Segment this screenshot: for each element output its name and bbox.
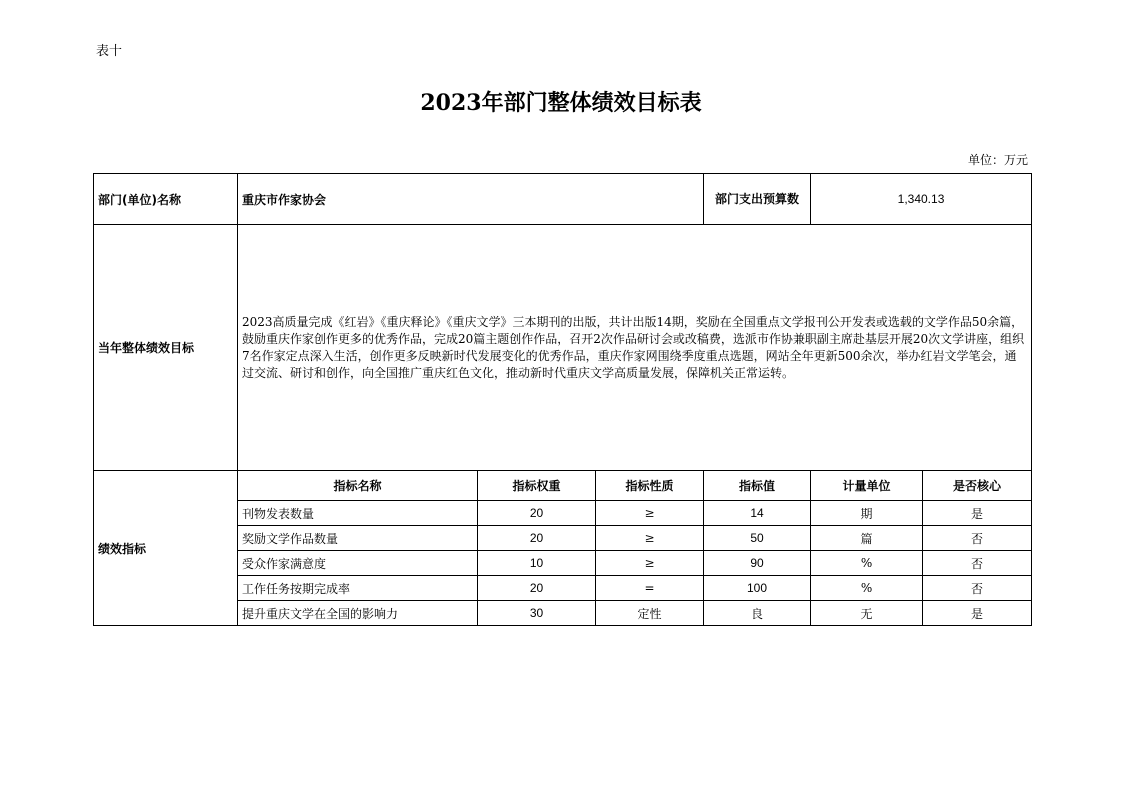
- indicator-name: 受众作家满意度: [238, 551, 478, 576]
- indicator-weight: 20: [478, 526, 596, 551]
- indicator-value: 14: [704, 501, 811, 526]
- indicator-nature: ≥: [596, 526, 704, 551]
- indicator-unit: %: [811, 576, 923, 601]
- indicators-label: 绩效指标: [94, 471, 238, 626]
- budget-value: 1,340.13: [811, 174, 1032, 225]
- indicator-value: 50: [704, 526, 811, 551]
- indicator-nature: ≥: [596, 551, 704, 576]
- performance-target-table: [93, 173, 1032, 626]
- indicator-unit: 无: [811, 601, 923, 626]
- dept-name-label: 部门(单位)名称: [94, 174, 238, 225]
- indicator-name: 刊物发表数量: [238, 501, 478, 526]
- col-header-weight: 指标权重: [478, 471, 596, 501]
- indicator-weight: 30: [478, 601, 596, 626]
- indicator-name: 提升重庆文学在全国的影响力: [238, 601, 478, 626]
- indicator-weight: 20: [478, 501, 596, 526]
- indicator-core: 否: [923, 551, 1032, 576]
- indicator-value: 良: [704, 601, 811, 626]
- table-number: 表十: [96, 44, 123, 59]
- indicator-value: 90: [704, 551, 811, 576]
- col-header-value: 指标值: [704, 471, 811, 501]
- dept-row: [94, 174, 1032, 225]
- dept-name-value: 重庆市作家协会: [238, 174, 704, 225]
- col-header-core: 是否核心: [923, 471, 1032, 501]
- indicator-unit: 篇: [811, 526, 923, 551]
- col-header-name: 指标名称: [238, 471, 478, 501]
- indicator-weight: 20: [478, 576, 596, 601]
- indicator-value: 100: [704, 576, 811, 601]
- indicator-unit: 期: [811, 501, 923, 526]
- unit-label: 单位：万元: [967, 153, 1028, 167]
- indicator-nature: 定性: [596, 601, 704, 626]
- indicator-nature: =: [596, 576, 704, 601]
- col-header-unit: 计量单位: [811, 471, 923, 501]
- indicator-header-row: [94, 471, 1032, 501]
- indicator-core: 否: [923, 526, 1032, 551]
- indicator-core: 是: [923, 501, 1032, 526]
- page-title: 2023年部门整体绩效目标表: [420, 90, 702, 116]
- budget-label: 部门支出预算数: [704, 174, 811, 225]
- goal-row: [94, 225, 1032, 471]
- col-header-nature: 指标性质: [596, 471, 704, 501]
- indicator-nature: ≥: [596, 501, 704, 526]
- indicator-weight: 10: [478, 551, 596, 576]
- indicator-name: 奖励文学作品数量: [238, 526, 478, 551]
- goal-label: 当年整体绩效目标: [94, 225, 238, 471]
- goal-text: 2023高质量完成《红岩》《重庆释论》《重庆文学》三本期刊的出版，共计出版14期，奖励在全国重点文学报刊公开发表或选载的文学作品50余篇，鼓励重庆作家创作更多的优秀作品，完成20篇主题创作作品，召开2次作品研讨会或改稿费，选派市作协兼职副主席赴基层开展20次文学讲座，组织7名作家定点深入生活，创作更多反映新时代发展变化的优秀作品，重庆作家网围绕季度重点选题，网站全年更新500余次，举办红岩文学笔会，通过交流、研讨和创作，向全国推广重庆红色文化，推动新时代重庆文学高质量发展，保障机关正常运转。: [238, 225, 1032, 471]
- indicator-name: 工作任务按期完成率: [238, 576, 478, 601]
- indicator-core: 否: [923, 576, 1032, 601]
- indicator-core: 是: [923, 601, 1032, 626]
- indicator-unit: %: [811, 551, 923, 576]
